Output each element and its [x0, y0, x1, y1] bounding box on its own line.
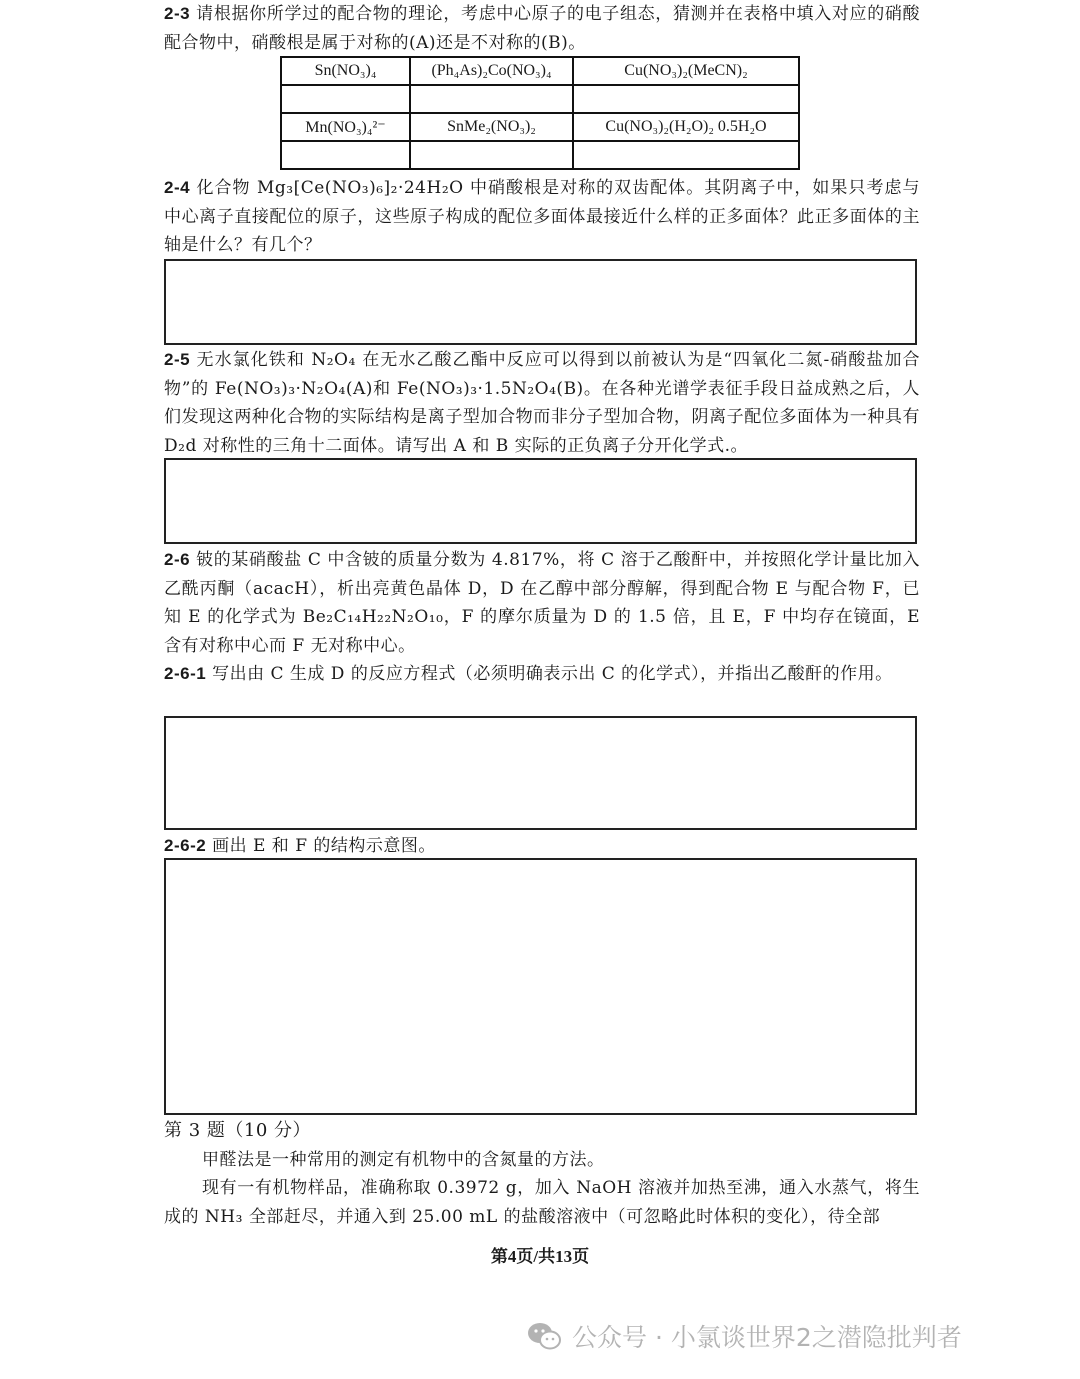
q23-text: 请根据你所学过的配合物的理论，考虑中心原子的电子组态，猜测并在表格中填入对应的硝酸配合物中，硝酸根是属于对称的(A)还是不对称的(B)。: [164, 4, 921, 53]
q262-number: 2-6-2: [164, 836, 207, 855]
q23-paragraph: [164, 0, 920, 57]
q3-paragraph-2: 现有一有机物样品，准确称取 0.3972 g，加入 NaOH 溶液并加热至沸，通入水蒸气，将生成的 NH₃ 全部赶尽，并通入到 25.00 mL 的盐酸溶液中（可忽略此时体积的变化），待全部: [164, 1178, 920, 1227]
q261-text: 写出由 C 生成 D 的反应方程式（必须明确表示出 C 的化学式），并指出乙酸酐的作用。: [212, 664, 893, 684]
answer-cell[interactable]: [410, 141, 573, 169]
table-cell: Cu(NO₃)₂(H₂O)₂ 0.5H₂O: [573, 113, 799, 141]
answer-cell[interactable]: [573, 85, 799, 113]
table-cell: Cu(NO₃)₂(MeCN)₂: [573, 57, 799, 85]
q26-text: 铍的某硝酸盐 C 中含铍的质量分数为 4.817%，将 C 溶于乙酸酐中，并按照化学计量比加入乙酰丙酮（acacH），析出亮黄色晶体 D，D 在乙醇中部分醇解，得到配合物 E 与配合物 F，已知 E 的化学式为 Be₂C₁₄H₂₂N₂O₁₀，F 的摩尔质量为 D 的 1.5 倍，且 E，F 中均存在镜面，E 含有对称中心而 F 无对称中心。: [164, 550, 921, 656]
watermark-text: 公众号 · 小氯谈世界2之潜隐批判者: [572, 1323, 962, 1352]
answer-cell[interactable]: [281, 141, 410, 169]
page-footer: 第4页/共13页: [490, 1247, 590, 1266]
q25-paragraph: [164, 346, 920, 460]
answer-cell[interactable]: [410, 85, 573, 113]
q262-text: 画出 E 和 F 的结构示意图。: [212, 836, 436, 856]
answer-box-q25[interactable]: [164, 458, 917, 544]
answer-cell[interactable]: [281, 85, 410, 113]
answer-box-q24[interactable]: [164, 259, 917, 345]
q25-number: 2-5: [164, 350, 191, 369]
q3-heading: 第 3 题（10 分）: [164, 1120, 312, 1141]
answer-cell[interactable]: [573, 141, 799, 169]
q26-number: 2-6: [164, 550, 191, 569]
q23-number: 2-3: [164, 4, 191, 23]
q262-paragraph: [164, 832, 920, 861]
q24-paragraph: [164, 174, 920, 260]
answer-box-q262[interactable]: [164, 858, 917, 1115]
table-cell: Mn(NO₃)₄²⁻: [281, 113, 410, 141]
q24-number: 2-4: [164, 178, 191, 197]
q261-paragraph: [164, 660, 920, 689]
watermark: [526, 1316, 962, 1356]
table-cell: SnMe₂(NO₃)₂: [410, 113, 573, 141]
nitrate-table: [280, 56, 800, 170]
q26-paragraph: [164, 546, 920, 660]
table-cell: (Ph₄As)₂Co(NO₃)₄: [410, 57, 573, 85]
wechat-icon: [526, 1321, 562, 1351]
table-cell: Sn(NO₃)₄: [281, 57, 410, 85]
q25-text: 无水氯化铁和 N₂O₄ 在无水乙酸乙酯中反应可以得到以前被认为是“四氧化二氮-硝酸盐加合物”的 Fe(NO₃)₃·N₂O₄(A)和 Fe(NO₃)₃·1.5N₂O₄(B)。在各种光谱学表征手段日益成熟之后，人们发现这两种化合物的实际结构是离子型加合物而非分子型加合物，阴离子配位多面体为一种具有 D₂d 对称性的三角十二面体。请写出 A 和 B 实际的正负离子分开化学式.。: [164, 350, 920, 456]
answer-box-q261[interactable]: [164, 716, 917, 830]
q3-paragraph-1: 甲醛法是一种常用的测定有机物中的含氮量的方法。: [202, 1150, 605, 1170]
q261-number: 2-6-1: [164, 664, 207, 683]
q24-text: 化合物 Mg₃[Ce(NO₃)₆]₂·24H₂O 中硝酸根是对称的双齿配体。其阴离子中，如果只考虑与中心离子直接配位的原子，这些原子构成的配位多面体最接近什么样的正多面体？此正多面体的主轴是什么？有几个？: [164, 178, 920, 255]
